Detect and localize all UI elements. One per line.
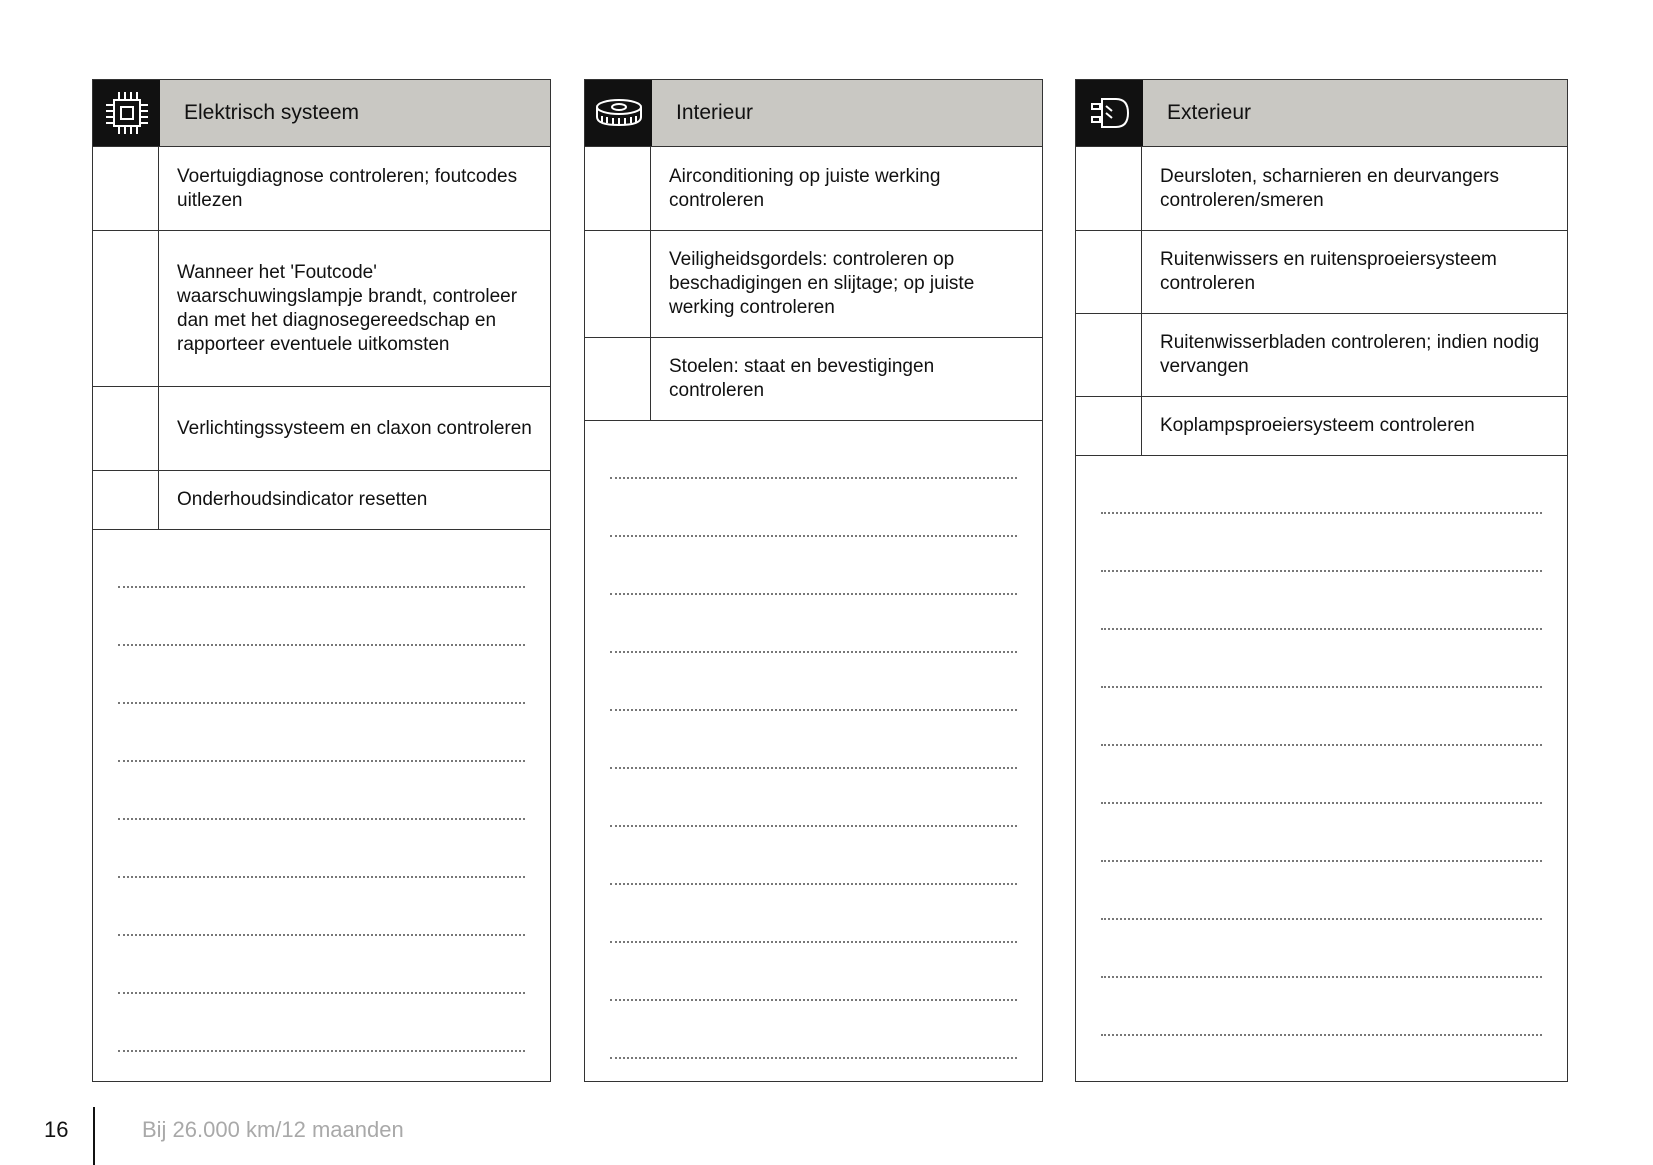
note-line [610, 421, 1017, 479]
note-line [610, 1001, 1017, 1059]
note-line [610, 827, 1017, 885]
footer-caption: Bij 26.000 km/12 maanden [142, 1117, 404, 1142]
checklist-item-text: Onderhoudsindicator resetten [177, 489, 428, 510]
note-line [610, 479, 1017, 537]
checkbox-cell[interactable] [585, 231, 651, 337]
notes-area[interactable] [93, 530, 550, 1052]
note-line [1101, 862, 1542, 920]
note-line [118, 878, 525, 936]
footer-divider [93, 1107, 95, 1165]
checklist-row [93, 387, 550, 471]
checklist-panel-electrical [92, 79, 551, 1082]
checkbox-cell[interactable] [1076, 314, 1142, 396]
note-line [610, 537, 1017, 595]
checklist-item-text: Ruitenwisserbladen controleren; indien nodig vervangen [1160, 332, 1540, 377]
note-line [1101, 978, 1542, 1036]
note-line [610, 769, 1017, 827]
checkbox-cell[interactable] [585, 338, 651, 420]
checklist-row [585, 147, 1042, 231]
checkbox-cell[interactable] [1076, 397, 1142, 455]
checkbox-cell[interactable] [1076, 147, 1142, 230]
note-line [610, 653, 1017, 711]
note-line [1101, 746, 1542, 804]
note-line [118, 820, 525, 878]
checklist-row [1076, 147, 1567, 231]
note-line [1101, 456, 1542, 514]
panel-title: Interieur [652, 80, 1042, 146]
checklist-item-text: Airconditioning op juiste werking controleren [669, 165, 941, 211]
checklist-panel-interior [584, 79, 1043, 1082]
car-seat-icon [585, 80, 652, 146]
note-line [118, 704, 525, 762]
checklist-row [585, 231, 1042, 338]
note-line [118, 936, 525, 994]
panel-header [1076, 80, 1567, 147]
checklist-row [1076, 231, 1567, 314]
checklist-row [1076, 397, 1567, 456]
note-line [1101, 630, 1542, 688]
note-line [610, 885, 1017, 943]
checklist-item-text: Ruitenwissers en ruitensproeiersysteem controleren [1160, 249, 1497, 294]
note-line [118, 762, 525, 820]
note-line [1101, 688, 1542, 746]
note-line [610, 711, 1017, 769]
checkbox-cell[interactable] [585, 147, 651, 230]
headlight-icon [1076, 80, 1143, 146]
panel-title: Elektrisch systeem [160, 80, 550, 146]
note-line [118, 530, 525, 588]
note-line [118, 588, 525, 646]
checklist-item-text: Voertuigdiagnose controleren; foutcodes uitlezen [177, 165, 518, 211]
note-line [1101, 572, 1542, 630]
notes-area[interactable] [585, 421, 1042, 1059]
checklist-row [93, 147, 550, 231]
checklist-panel-exterior [1075, 79, 1568, 1082]
checkbox-cell[interactable] [93, 471, 159, 529]
notes-area[interactable] [1076, 456, 1567, 1036]
checklist-row [1076, 314, 1567, 397]
checklist-item-text: Veiligheidsgordels: controleren op beschadigingen en slijtage; op juiste werking controleren [669, 249, 975, 318]
checkbox-cell[interactable] [1076, 231, 1142, 313]
note-line [610, 595, 1017, 653]
checkbox-cell[interactable] [93, 387, 159, 470]
checklist-row [93, 471, 550, 530]
checklist-item-text: Stoelen: staat en bevestigingen controleren [669, 356, 935, 401]
note-line [1101, 804, 1542, 862]
note-line [610, 943, 1017, 1001]
panel-header [93, 80, 550, 147]
checkbox-cell[interactable] [93, 231, 159, 386]
checklist-row [93, 231, 550, 387]
panel-title: Exterieur [1143, 80, 1567, 146]
note-line [118, 994, 525, 1052]
checklist-item-text: Deursloten, scharnieren en deurvangers controleren/smeren [1160, 165, 1500, 211]
checklist-row [585, 338, 1042, 421]
note-line [1101, 920, 1542, 978]
page-number: 16 [44, 1117, 69, 1142]
checkbox-cell[interactable] [93, 147, 159, 230]
checklist-item-text: Koplampsproeiersysteem controleren [1160, 415, 1475, 436]
panel-header [585, 80, 1042, 147]
note-line [118, 646, 525, 704]
note-line [1101, 514, 1542, 572]
checklist-item-text: Verlichtingssysteem en claxon controleren [177, 417, 532, 439]
chip-icon [93, 80, 160, 146]
checklist-item-text: Wanneer het 'Foutcode' waarschuwingslampje brandt, controleer dan met het diagnosegereedschap en rapporteer eventuele uitkomsten [177, 261, 518, 355]
